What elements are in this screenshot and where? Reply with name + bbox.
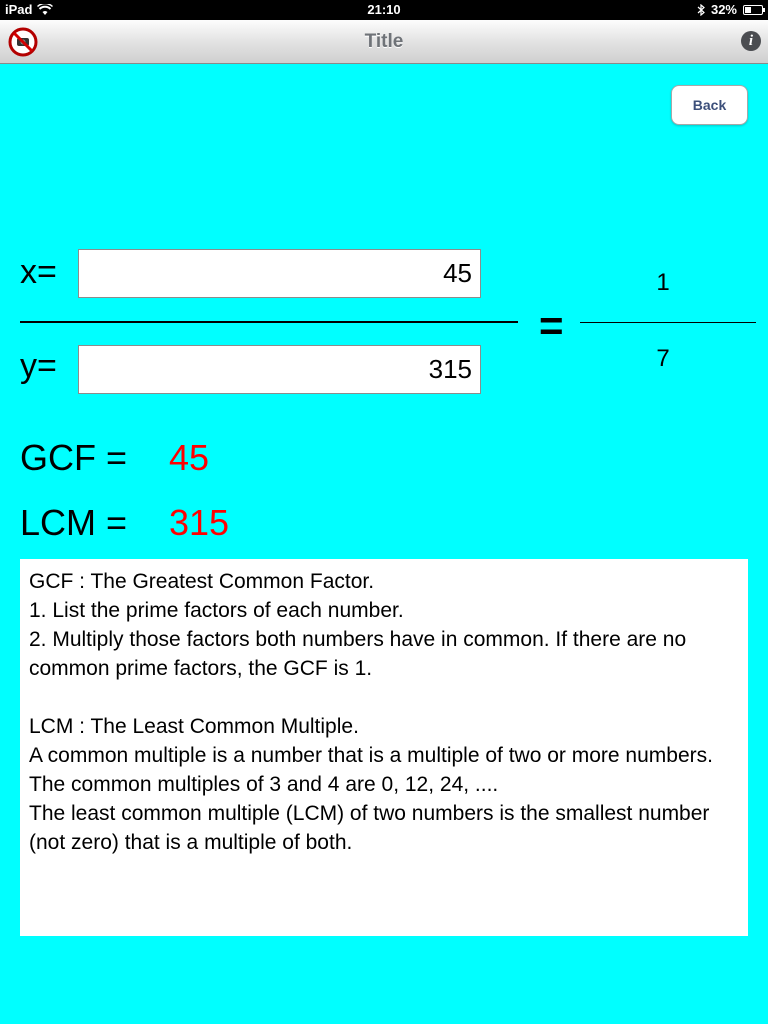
x-label: x= [20,253,57,291]
carrier-label: iPad [5,2,33,17]
gcf-value: 45 [169,437,210,478]
battery-percent: 32% [710,2,737,17]
fraction-divider [20,321,518,323]
status-right [697,2,763,17]
equals-sign: = [539,302,564,349]
bluetooth-icon [697,4,705,16]
x-input[interactable]: 45 [78,249,481,298]
battery-icon [743,5,763,15]
lcm-label: LCM = [20,502,128,543]
info-text-box[interactable]: GCF : The Greatest Common Factor. 1. List the prime factors of each number. 2. Multiply those factors both numbers have in common. If there are no common prime factors, the GCF is 1. LCM : The Least Common Multiple. A common multiple is a number that is a multiple of two or more numbers. The common multiples of 3 and 4 are 0, 12, 24, .... The least common multiple (LCM) of two numbers is the smallest number (not zero) that is a multiple of both. [20,559,748,936]
y-input[interactable]: 315 [78,345,481,394]
clock: 21:10 [367,2,401,17]
result-denominator: 7 [656,345,670,372]
page-title: Title [364,31,404,52]
lcm-value: 315 [169,502,230,543]
back-button[interactable]: Back [671,85,748,125]
gcf-label: GCF = [20,437,128,478]
y-label: y= [20,347,57,385]
result-divider [580,322,756,323]
status-bar [0,0,768,20]
info-icon[interactable]: i [741,31,761,51]
result-numerator: 1 [656,269,670,296]
navigation-bar [0,20,768,64]
